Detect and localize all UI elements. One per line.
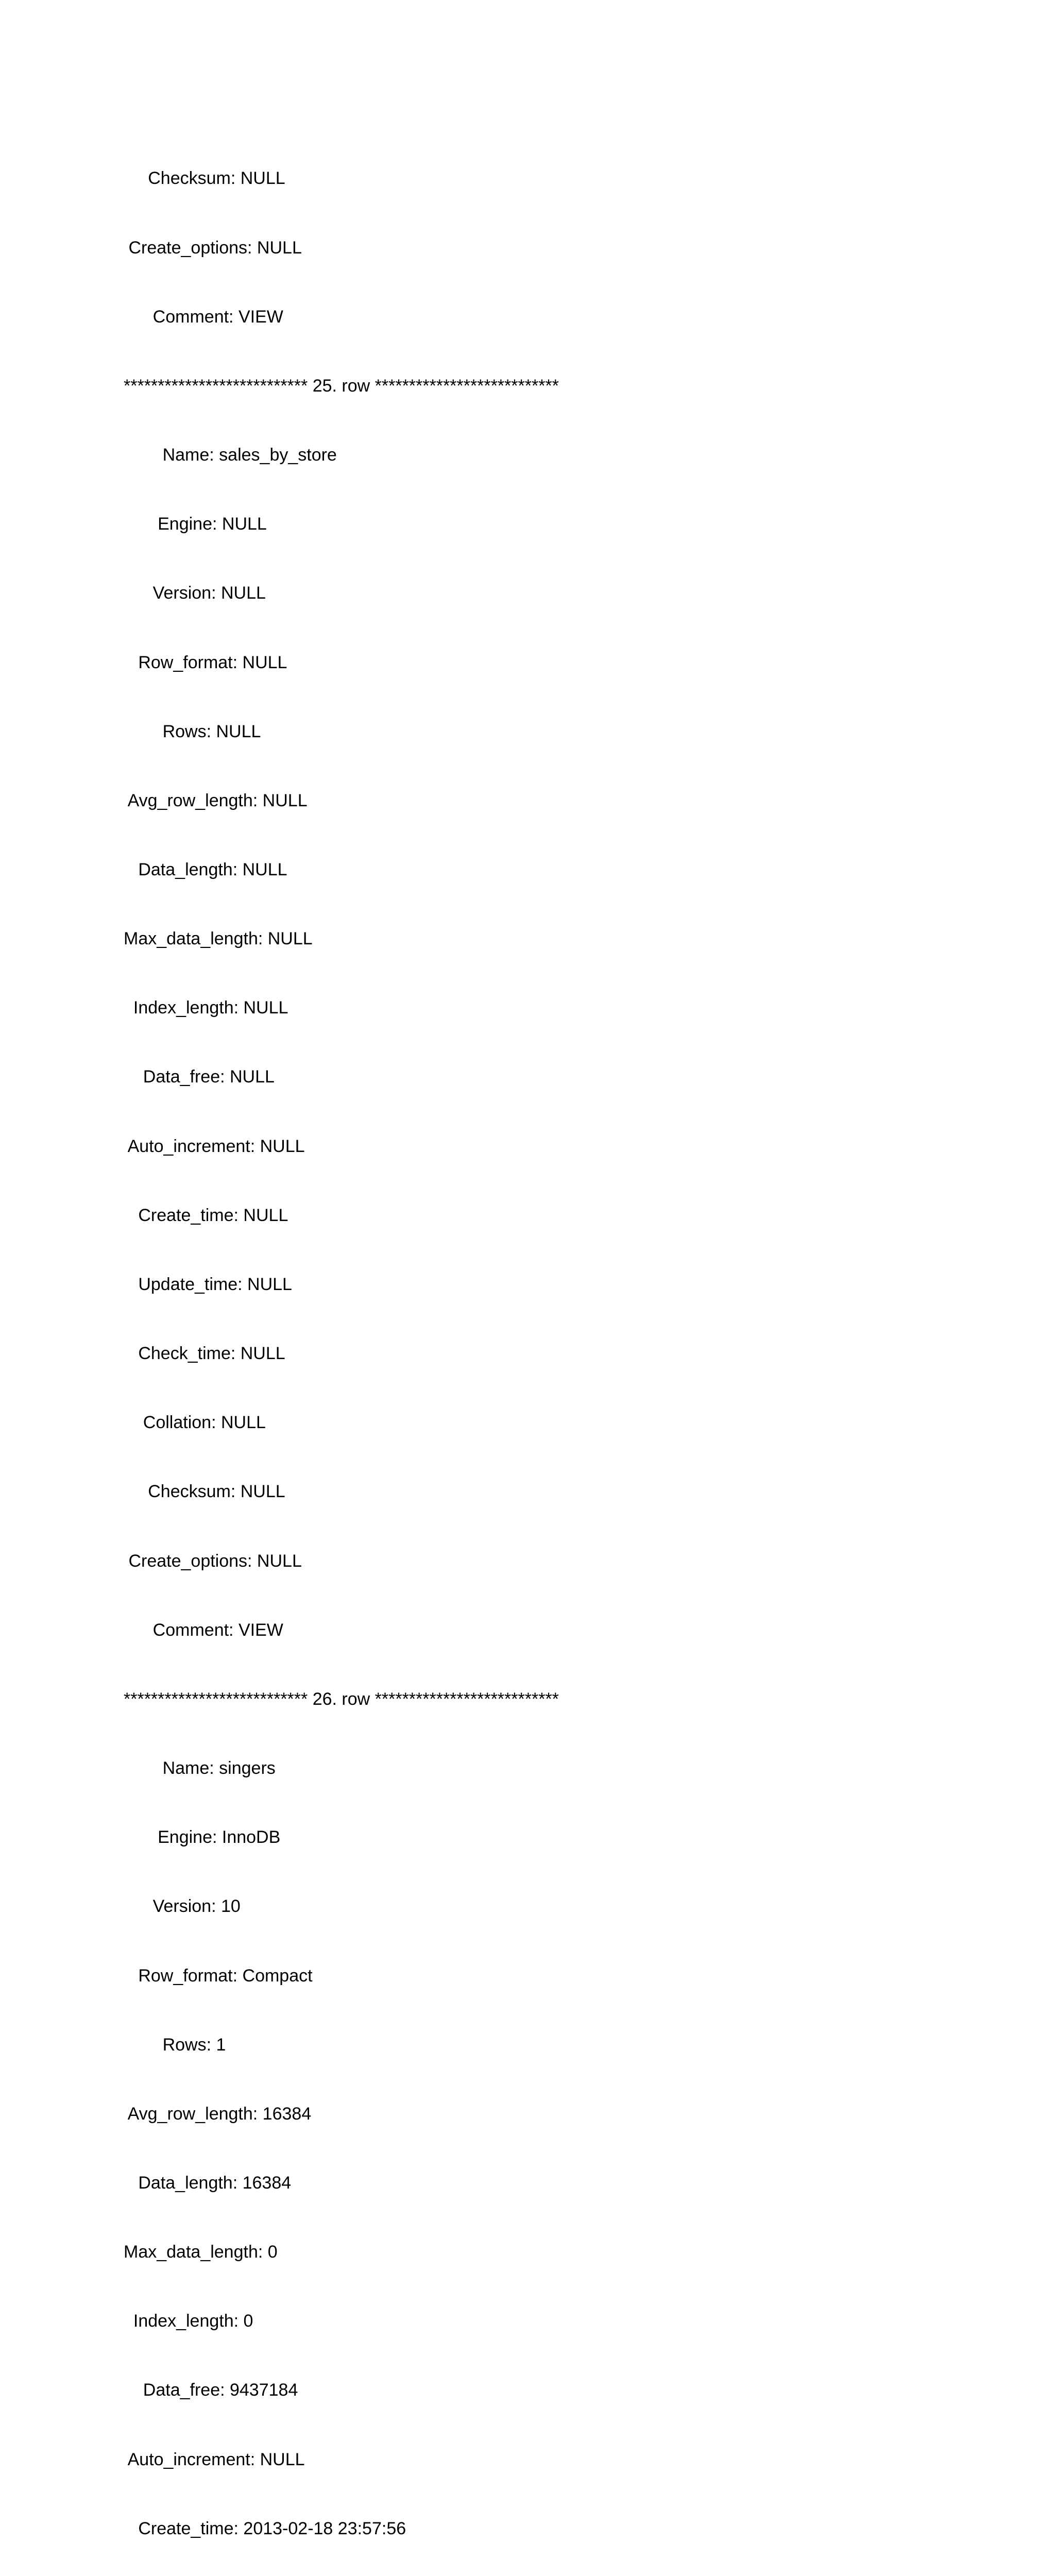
field-line: Name: sales_by_store	[124, 445, 337, 465]
field-line: Checksum: NULL	[124, 168, 285, 189]
field-line: Name: singers	[124, 1758, 276, 1778]
field-line: Engine: InnoDB	[124, 1827, 281, 1848]
field-line: Engine: NULL	[124, 514, 267, 534]
field-line: Checksum: NULL	[124, 1482, 285, 1502]
field-line: Avg_row_length: NULL	[124, 790, 308, 810]
field-line: Comment: VIEW	[124, 1620, 283, 1640]
table-status-listing	[124, 121, 742, 2576]
field-line: Collation: NULL	[124, 1413, 266, 1433]
field-line: Max_data_length: 0	[124, 2242, 278, 2262]
field-line: Version: 10	[124, 1896, 241, 1917]
field-line: Auto_increment: NULL	[124, 2449, 305, 2469]
field-line: Comment: VIEW	[124, 307, 283, 327]
field-line: Max_data_length: NULL	[124, 929, 313, 949]
field-line: Index_length: 0	[124, 2311, 253, 2331]
field-line: Create_options: NULL	[124, 1551, 302, 1571]
field-line: Version: NULL	[124, 583, 266, 603]
field-line: Rows: 1	[124, 2035, 226, 2055]
field-line: Rows: NULL	[124, 721, 261, 741]
field-line: Update_time: NULL	[124, 1274, 292, 1294]
field-line: Row_format: NULL	[124, 652, 287, 672]
field-line: Index_length: NULL	[124, 998, 288, 1018]
field-line: Data_length: NULL	[124, 860, 287, 879]
field-line: Create_options: NULL	[124, 238, 302, 258]
row-separator: *************************** 25. row ***************************	[124, 376, 559, 396]
field-line: Data_free: 9437184	[124, 2380, 298, 2400]
field-line: Create_time: 2013-02-18 23:57:56	[124, 2518, 406, 2538]
field-line: Create_time: NULL	[124, 1205, 288, 1225]
field-line: Auto_increment: NULL	[124, 1136, 305, 1156]
row-separator: *************************** 26. row ***************************	[124, 1689, 559, 1709]
field-line: Avg_row_length: 16384	[124, 2104, 312, 2124]
field-line: Check_time: NULL	[124, 1344, 285, 1364]
field-line: Row_format: Compact	[124, 1965, 313, 1986]
field-line: Data_length: 16384	[124, 2173, 292, 2193]
field-line: Data_free: NULL	[124, 1067, 275, 1087]
